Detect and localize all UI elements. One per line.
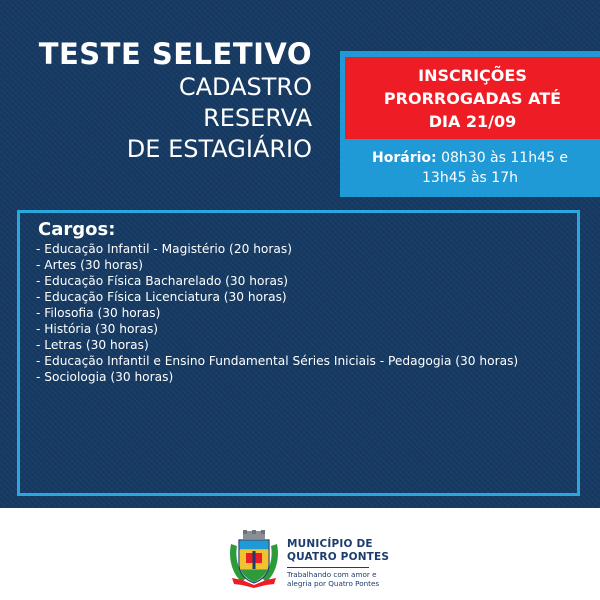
positions-list	[38, 241, 577, 385]
divider	[287, 567, 369, 568]
subtitle-line-1: CADASTRO	[178, 73, 312, 101]
list-item: - Filosofia (30 horas)	[36, 306, 161, 320]
list-item: - Educação Infantil e Ensino Fundamental Séries Iniciais - Pedagogia (30 horas)	[36, 354, 519, 368]
list-item: - História (30 horas)	[36, 322, 159, 336]
slogan-line-1: Trabalhando com amor e	[287, 570, 377, 579]
notice-line-2: PRORROGADAS ATÉ	[383, 88, 562, 108]
subtitle-line-2: RESERVA	[203, 104, 312, 132]
municipality-name-line-2: QUATRO PONTES	[287, 551, 390, 563]
list-item: - Letras (30 horas)	[36, 338, 149, 352]
positions-box	[17, 210, 580, 496]
list-item: - Educação Infantil - Magistério (20 horas)	[36, 242, 292, 256]
registration-notice	[340, 51, 600, 139]
title-block	[20, 36, 312, 165]
municipality-text	[287, 538, 389, 588]
notice-line-3: DIA 21/09	[428, 111, 517, 131]
positions-title: Cargos:	[38, 219, 116, 240]
list-item: - Educação Física Bacharelado (30 horas)	[36, 274, 289, 288]
schedule-line-1	[372, 148, 568, 168]
list-item: - Artes (30 horas)	[36, 258, 144, 272]
list-item: - Educação Física Licenciatura (30 horas)	[36, 290, 287, 304]
notice-line-1: INSCRIÇÕES	[418, 65, 527, 85]
coat-of-arms-logo	[228, 530, 280, 588]
subtitle-line-3: DE ESTAGIÁRIO	[126, 135, 312, 163]
municipality-name-line-1: MUNICÍPIO DE	[287, 538, 373, 550]
slogan-line-2: alegria por Quatro Pontes	[287, 579, 380, 588]
footer	[0, 508, 600, 600]
schedule-label: Horário:	[372, 150, 437, 166]
schedule-box	[340, 139, 600, 197]
page-title: TESTE SELETIVO	[38, 37, 312, 71]
schedule-time-2: 13h45 às 17h	[422, 170, 518, 186]
schedule-time-1: 08h30 às 11h45 e	[441, 150, 568, 166]
list-item: - Sociologia (30 horas)	[36, 370, 174, 384]
